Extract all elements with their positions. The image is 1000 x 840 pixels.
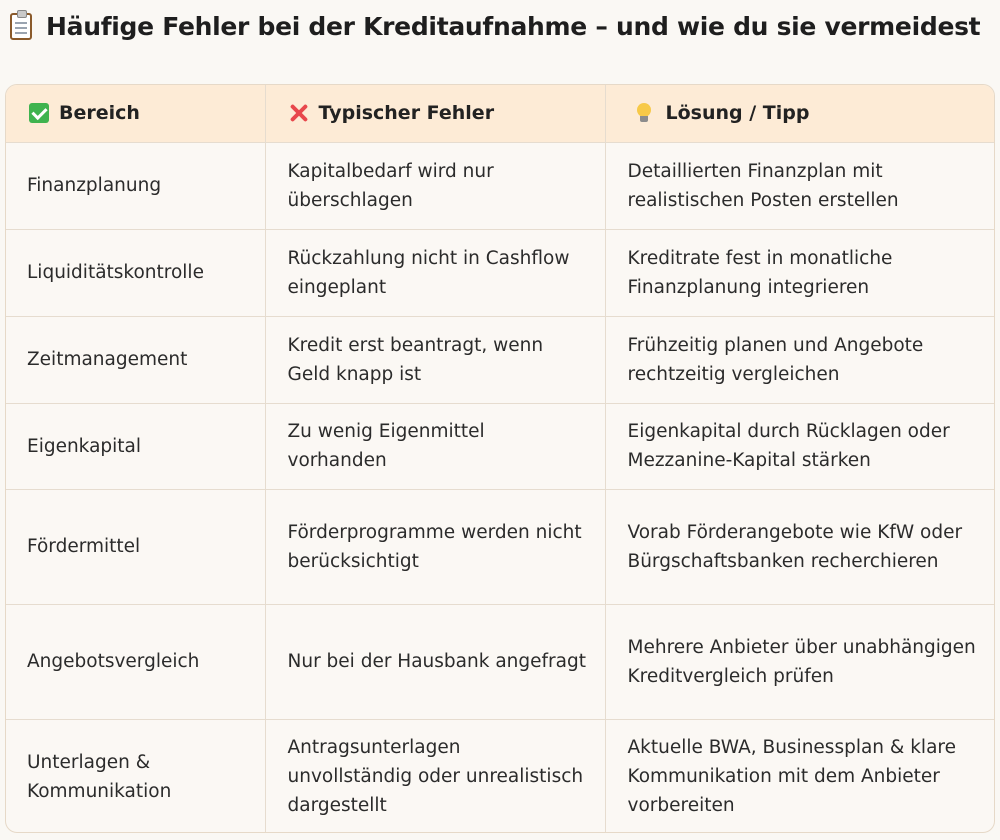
cell-bereich: Finanzplanung: [6, 142, 265, 229]
cell-fehler: Kapitalbedarf wird nur überschlagen: [265, 142, 605, 229]
cell-fehler: Nur bei der Hausbank angefragt: [265, 604, 605, 719]
light-bulb-icon: [635, 103, 653, 123]
cell-fehler: Rückzahlung nicht in Cashflow eingeplant: [265, 229, 605, 316]
cell-bereich: Eigenkapital: [6, 403, 265, 489]
header-typischer-fehler: [265, 85, 605, 142]
cross-mark-icon: [289, 103, 309, 123]
table-row: [6, 719, 995, 833]
cell-bereich: Unterlagen & Kommunikation: [6, 719, 265, 833]
table-row: [6, 604, 995, 719]
cell-loesung: Frühzeitig planen und Angebote rechtzeitig vergleichen: [605, 316, 995, 403]
cell-fehler: Förderprogramme werden nicht berücksichtigt: [265, 489, 605, 604]
cell-loesung: Eigenkapital durch Rücklagen oder Mezzanine-Kapital stärken: [605, 403, 995, 489]
table-row: [6, 489, 995, 604]
table-row: [6, 142, 995, 229]
cell-loesung: Aktuelle BWA, Businessplan & klare Kommunikation mit dem Anbieter vorbereiten: [627, 737, 956, 817]
cell-loesung: Detaillierten Finanzplan mit realistischen Posten erstellen: [605, 142, 995, 229]
table-row: [6, 316, 995, 403]
cell-loesung: Mehrere Anbieter über unabhängigen Kreditvergleich prüfen: [605, 604, 995, 719]
cell-bereich: Fördermittel: [6, 489, 265, 604]
check-mark-icon: [29, 103, 49, 123]
table-row: [6, 229, 995, 316]
header-label: Lösung / Tipp: [665, 102, 810, 125]
cell-loesung: Vorab Förderangebote wie KfW oder Bürgschaftsbanken recherchieren: [605, 489, 995, 604]
header-label: Typischer Fehler: [318, 102, 495, 125]
mistakes-table: [5, 84, 995, 833]
header-label: Bereich: [59, 102, 140, 125]
header-loesung-tipp: [605, 85, 995, 142]
cell-loesung: Kreditrate fest in monatliche Finanzplanung integrieren: [605, 229, 995, 316]
page-title: [10, 9, 995, 43]
cell-bereich: Zeitmanagement: [6, 316, 265, 403]
cell-fehler: Kredit erst beantragt, wenn Geld knapp ist: [265, 316, 605, 403]
page-title-text: Häufige Fehler bei der Kreditaufnahme – und wie du sie vermeidest: [46, 11, 981, 41]
header-bereich: [6, 85, 265, 142]
clipboard-icon: [10, 13, 32, 40]
cell-bereich: Liquiditätskontrolle: [6, 229, 265, 316]
cell-fehler: Zu wenig Eigenmittel vorhanden: [265, 403, 605, 489]
cell-fehler: Antragsunterlagen unvollständig oder unrealistisch dargestellt: [265, 719, 605, 833]
table-header-row: [6, 85, 995, 142]
cell-bereich: Angebotsvergleich: [6, 604, 265, 719]
table-row: [6, 403, 995, 489]
